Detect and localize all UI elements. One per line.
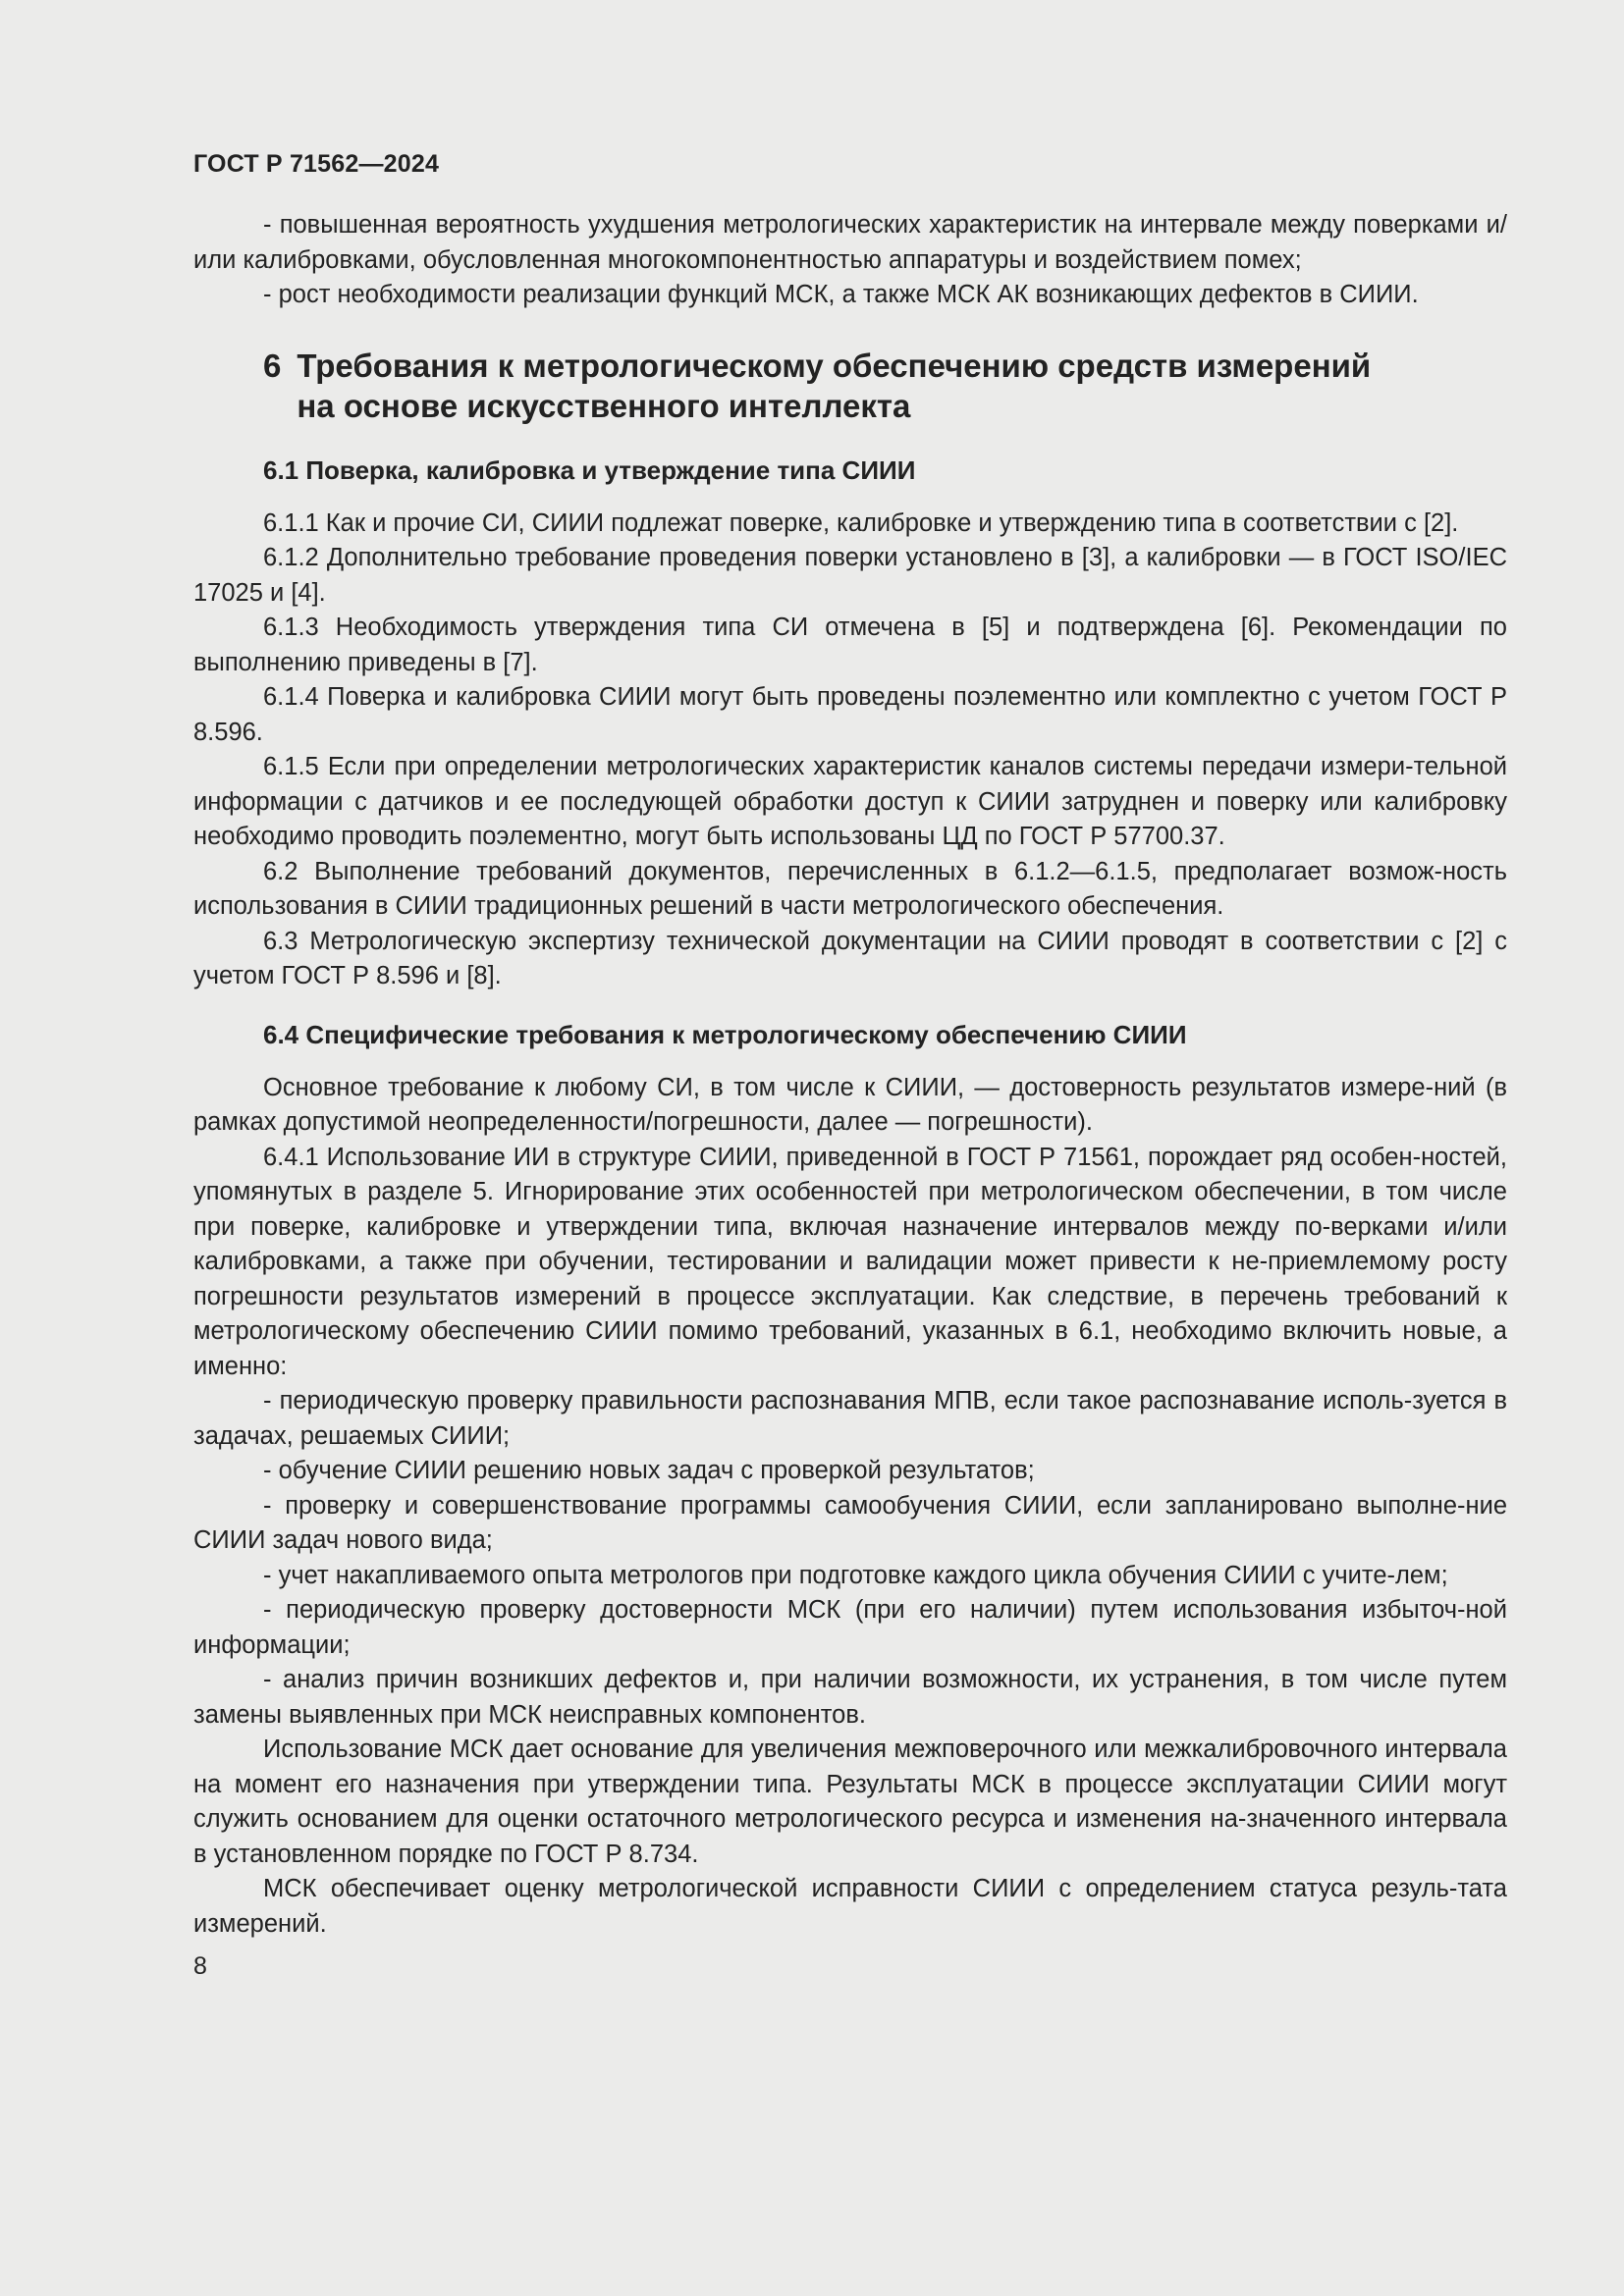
paragraph-6-1-3: 6.1.3 Необходимость утверждения типа СИ отмечена в [5] и подтверждена [6]. Рекомендации по выполнению приведены в [7]. [193,614,1507,676]
paragraph-6-2: 6.2 Выполнение требований документов, перечисленных в 6.1.2—6.1.5, предполагает возмож-ность использования в СИИИ традиционных решений в части метрологического обеспечения. [193,857,1507,920]
section-title-line: Требования к метрологическому обеспечению средств измерений [297,347,1372,384]
list-item: - учет накапливаемого опыта метрологов при подготовке каждого цикла обучения СИИИ с учите-лем; [263,1561,1448,1589]
section-title [297,346,1371,426]
paragraph-6-1-5: 6.1.5 Если при определении метрологических характеристик каналов системы передачи измери-тельной информации с датчиков и ее последующей обработки доступ к СИИИ затруднен и поверку или калибровку необходимо проводить поэлементно, могут быть использованы ЦД по ГОСТ Р 57700.37. [193,753,1507,850]
list-item: - рост необходимости реализации функций МСК, а также МСК АК возникающих дефектов в СИИИ. [263,281,1419,308]
section-number: 6 [263,347,282,384]
page-number: 8 [193,1952,207,1980]
paragraph: МСК обеспечивает оценку метрологической исправности СИИИ с определением статуса резуль-тата измерений. [193,1875,1507,1938]
list-item: - периодическую проверку достоверности МСК (при его наличии) путем использования избыточ-ной информации; [193,1596,1507,1659]
subsection-6-1-heading: 6.1 Поверка, калибровка и утверждение типа СИИИ [263,454,916,485]
subsection-6-4-heading: 6.4 Специфические требования к метрологическому обеспечению СИИИ [263,1019,1187,1049]
list-item: - повышенная вероятность ухудшения метрологических характеристик на интервале между поверками и/или калибровками, обусловленная многокомпонентностью аппаратуры и воздействием помех; [193,211,1507,274]
paragraph-6-4-1: 6.4.1 Использование ИИ в структуре СИИИ, приведенной в ГОСТ Р 71561, порождает ряд особен-ностей, упомянутых в разделе 5. Игнорирование этих особенностей при метрологическом обеспечении, в том числе при поверке, калибровке и утверждении типа, включая назначение интервалов между по-верками и/или калибровками, а также при обучении, тестировании и валидации может привести к не-приемлемому росту погрешности результатов измерений в процессе эксплуатации. Как следствие, в перечень требований к метрологическому обеспечению СИИИ помимо требований, указанных в 6.1, необходимо включить новые, а именно: [193,1143,1507,1380]
list-item: - периодическую проверку правильности распознавания МПВ, если такое распознавание исполь-зуется в задачах, решаемых СИИИ; [193,1387,1507,1450]
paragraph: Основное требование к любому СИ, в том числе к СИИИ, — достоверность результатов измере-ний (в рамках допустимой неопределенности/погрешности, далее — погрешности). [193,1073,1507,1136]
paragraph-6-1-4: 6.1.4 Поверка и калибровка СИИИ могут быть проведены поэлементно или комплектно с учетом ГОСТ Р 8.596. [193,683,1507,746]
section-6-heading [263,346,1507,426]
paragraph: Использование МСК дает основание для увеличения межповерочного или межкалибровочного интервала на момент его назначения при утверждении типа. Результаты МСК в процессе эксплуатации СИИИ могут служить основанием для оценки остаточного метрологического ресурса и изменения на-значенного интервала в установленном порядке по ГОСТ Р 8.734. [193,1735,1507,1868]
paragraph-6-3: 6.3 Метрологическую экспертизу технической документации на СИИИ проводят в соответствии с [2] с учетом ГОСТ Р 8.596 и [8]. [193,927,1507,989]
section-title-line: на основе искусственного интеллекта [297,387,911,424]
paragraph-6-1-1: 6.1.1 Как и прочие СИ, СИИИ подлежат поверке, калибровке и утверждению типа в соответствии с [2]. [263,508,1459,537]
list-item: - проверку и совершенствование программы самообучения СИИИ, если запланировано выполне-ние СИИИ задач нового вида; [193,1491,1507,1554]
list-item: - обучение СИИИ решению новых задач с проверкой результатов; [263,1457,1035,1484]
list-item: - анализ причин возникших дефектов и, при наличии возможности, их устранения, в том числе путем замены выявленных при МСК неисправных компонентов. [193,1666,1507,1729]
document-code-header: ГОСТ Р 71562—2024 [193,150,440,178]
paragraph-6-1-2: 6.1.2 Дополнительно требование проведения поверки установлено в [3], а калибровки — в ГОСТ ISO/IEC 17025 и [4]. [193,544,1507,607]
